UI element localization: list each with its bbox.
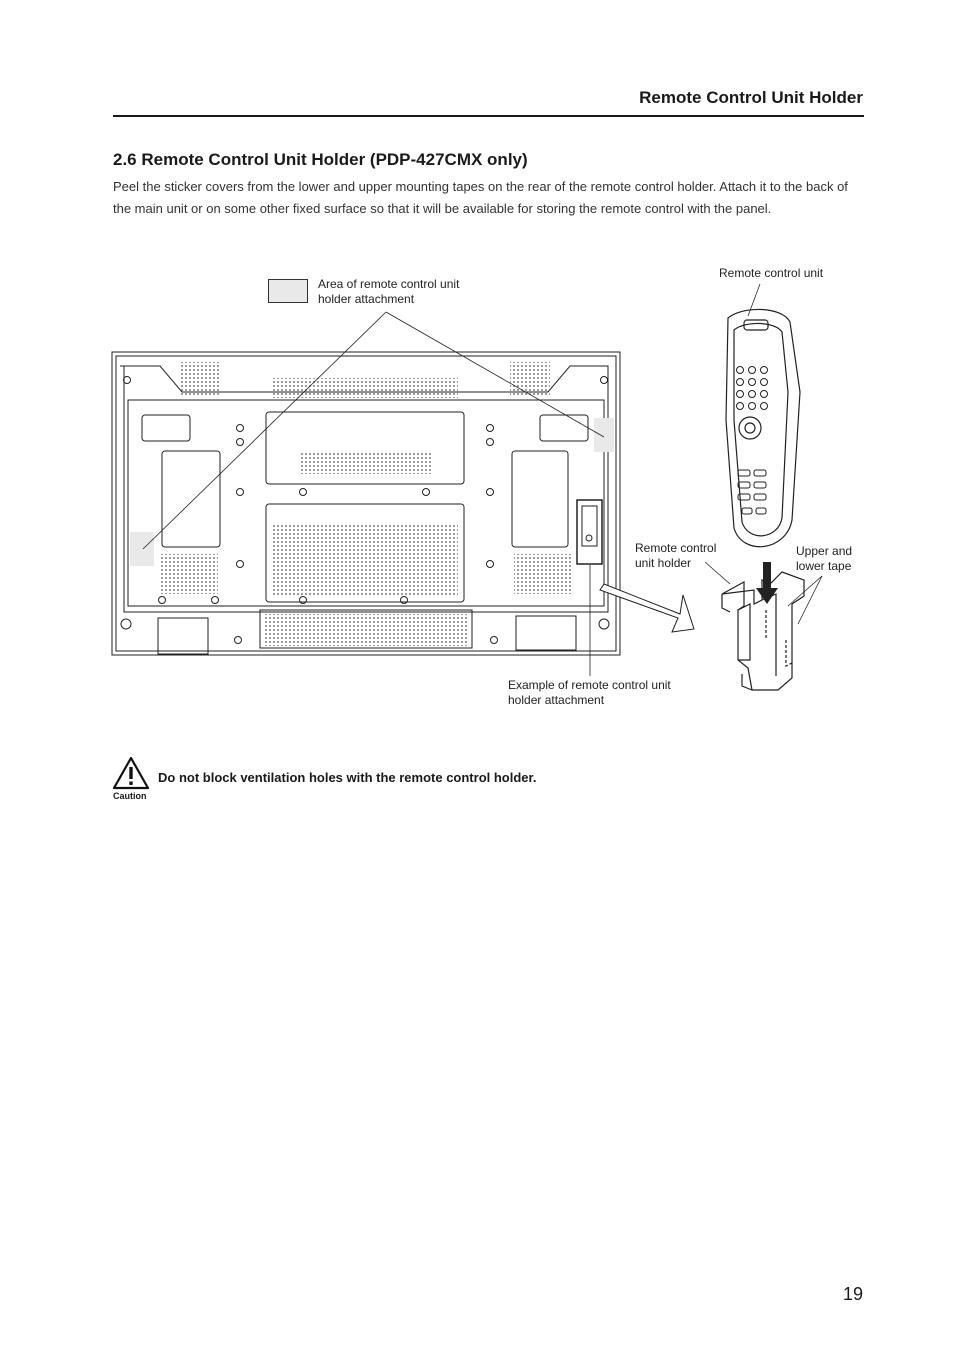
attachment-area-left — [130, 532, 154, 566]
holder-bracket-drawing — [722, 562, 804, 690]
tape-label: Upper and lower tape — [796, 544, 853, 573]
side-bracket-left — [158, 618, 208, 654]
side-bracket-right — [516, 616, 576, 650]
remote-unit-label: Remote control unit — [719, 266, 824, 280]
example-label: Example of remote control unit holder attachment — [508, 678, 671, 707]
handle-slot-left — [142, 415, 190, 441]
handle-slot-right — [540, 415, 588, 441]
running-header-title: Remote Control Unit Holder — [639, 88, 863, 107]
attachment-area-right — [594, 418, 614, 452]
remote-control-drawing — [726, 309, 800, 546]
screw-holes — [121, 377, 609, 644]
panel-mounted-holder — [577, 500, 602, 564]
page-number: 19 — [842, 1284, 863, 1304]
caution-caption: Caution — [113, 791, 147, 801]
section-title: 2.6 Remote Control Unit Holder (PDP-427CMX only) — [113, 150, 528, 169]
holder-label: Remote control unit holder — [635, 541, 717, 570]
side-panel-left — [162, 451, 220, 547]
caution-text: Do not block ventilation holes with the remote control holder. — [158, 770, 537, 785]
legend-area-label: Area of remote control unit holder attachment — [318, 277, 460, 306]
section-body: Peel the sticker covers from the lower and upper mounting tapes on the rear of the remote control holder. Attach it to the back of the main unit or on some other fixed surface so that it will be available for storing the remote control with the panel. — [113, 179, 848, 216]
enlarge-arrow — [600, 584, 694, 632]
side-panel-right — [512, 451, 568, 547]
warning-triangle-icon — [112, 756, 150, 790]
leader-lines — [143, 284, 822, 676]
